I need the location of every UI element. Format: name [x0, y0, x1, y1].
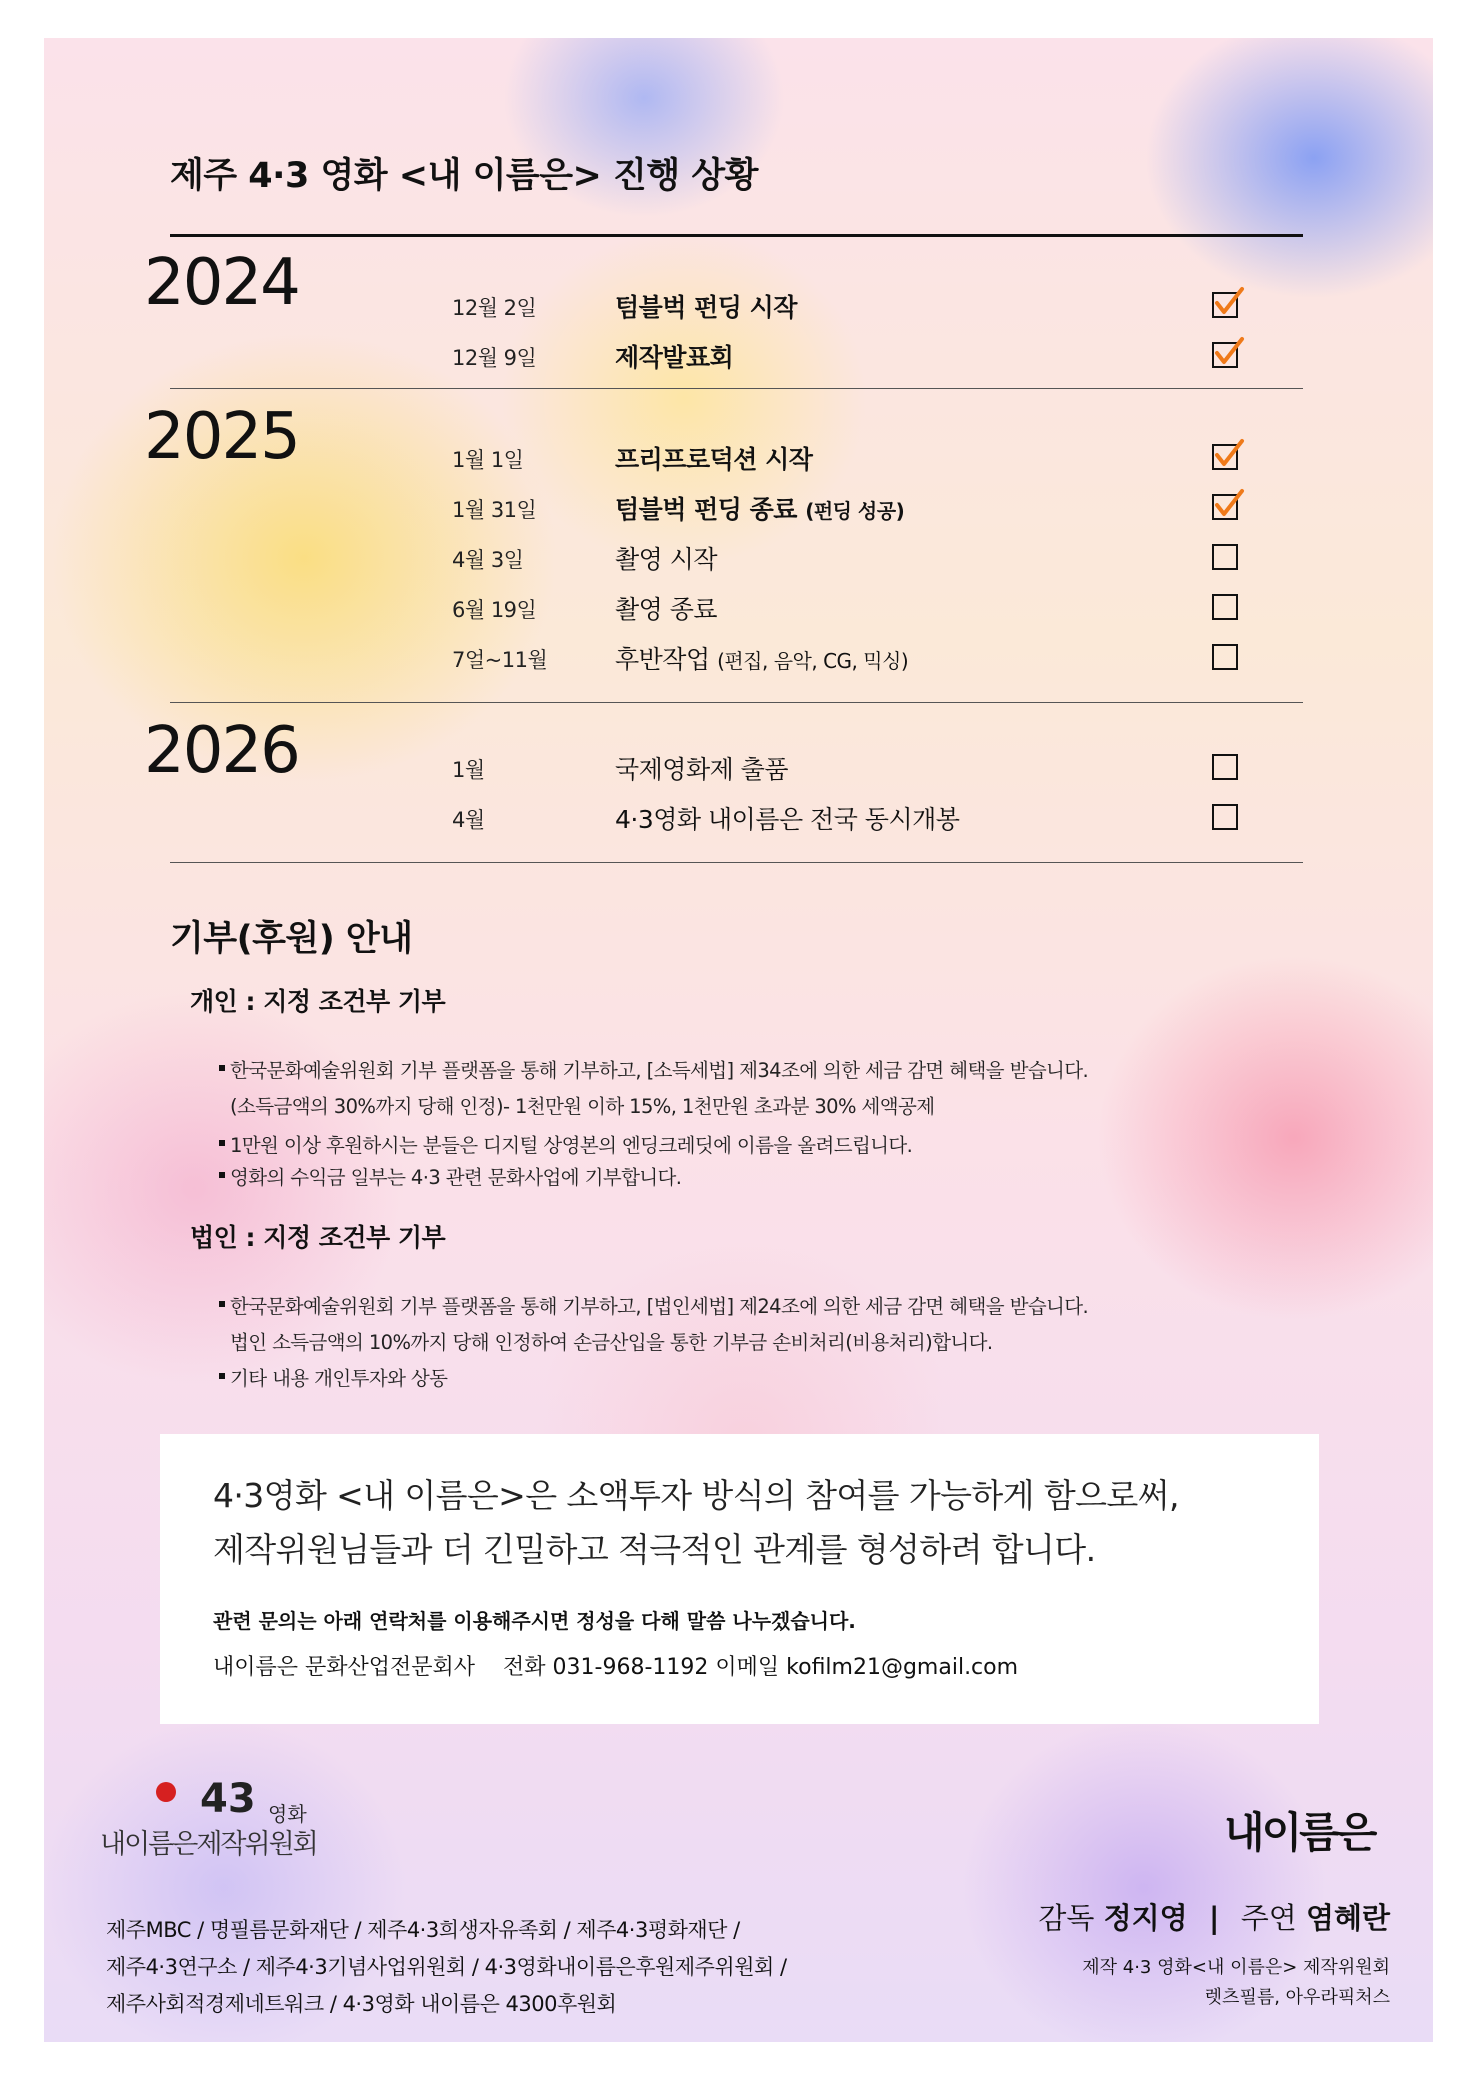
lead-label: 주연 [1240, 1901, 1297, 1935]
contact-org: 내이름은 문화산업전문회사 [213, 1655, 476, 1680]
bullet-icon [219, 1172, 225, 1178]
lead-name: 염혜란 [1305, 1901, 1390, 1935]
timeline-row [44, 796, 1433, 836]
checkbox-checked[interactable] [1212, 444, 1238, 470]
page-title: 제주 4·3 영화 <내 이름은> 진행 상황 [170, 156, 758, 196]
title-logo: 내이름은 [1224, 1808, 1375, 1857]
credits-line [1038, 1896, 1390, 1937]
timeline-row [44, 436, 1433, 476]
bullet-item: 영화의 수익금 일부는 4·3 관련 문화사업에 기부합니다. [230, 1162, 681, 1190]
checkbox-checked[interactable] [1212, 494, 1238, 520]
sponsor-line-1: 제주MBC / 명필름문화재단 / 제주4·3희생자유족회 / 제주4·3평화재단 / [106, 1918, 740, 1942]
row-date: 12월 2일 [452, 296, 537, 320]
inquiry-text: 관련 문의는 아래 연락처를 이용해주시면 정성을 다해 말씀 나누겠습니다. [213, 1609, 856, 1633]
contact-email-label: 이메일 [715, 1655, 780, 1680]
checkbox-unchecked[interactable] [1212, 594, 1238, 620]
year-2024: 2024 [144, 246, 299, 320]
checkbox-checked[interactable] [1212, 342, 1238, 368]
year-2026: 2026 [144, 714, 299, 788]
contact-phone[interactable]: 031-968-1192 [552, 1655, 709, 1680]
row-date: 6월 19일 [452, 598, 537, 622]
check-icon [1212, 286, 1246, 320]
row-event: 후반작업 (편집, 음악, CG, 믹싱) [615, 645, 909, 674]
checkbox-unchecked[interactable] [1212, 754, 1238, 780]
check-icon [1212, 336, 1246, 370]
timeline-row [44, 746, 1433, 786]
flower-icon [156, 1782, 176, 1802]
row-event: 텀블벅 펀딩 종료 (펀딩 성공) [615, 495, 905, 524]
checkbox-unchecked[interactable] [1212, 804, 1238, 830]
contact-line [213, 1650, 1018, 1681]
row-event: 텀블벅 펀딩 시작 [615, 293, 797, 322]
panel-line-2: 제작위원님들과 더 긴밀하고 적극적인 관계를 형성하려 합니다. [213, 1530, 1096, 1569]
row-event: 촬영 종료 [615, 595, 718, 624]
bullet-item: 1만원 이상 후원하시는 분들은 디지털 상영본의 엔딩크레딧에 이름을 올려드립니다. [230, 1130, 912, 1158]
checkbox-unchecked[interactable] [1212, 544, 1238, 570]
row-event: 촬영 시작 [615, 545, 718, 574]
row-date: 12월 9일 [452, 346, 537, 370]
bullet-item: 한국문화예술위원회 기부 플랫폼을 통해 기부하고, [소득세법] 제34조에 의한 세금 감면 혜택을 받습니다. (소득금액의 30%까지 당해 인정)- 1천만원 이하 15%, 1천만원 초과분 30% 세액공제 [230, 1055, 1088, 1119]
bullet-icon [219, 1301, 225, 1307]
bullet-icon [219, 1140, 225, 1146]
timeline-row [44, 636, 1433, 676]
bullet-icon [219, 1373, 225, 1379]
row-date: 1월 1일 [452, 448, 524, 472]
row-date: 1월 31일 [452, 498, 537, 522]
timeline-row [44, 334, 1433, 374]
donation-heading: 기부(후원) 안내 [170, 919, 413, 959]
sponsor-line-2: 제주4·3연구소 / 제주4·3기념사업위원회 / 4·3영화내이름은후원제주위원회 / [106, 1955, 787, 1979]
timeline-row [44, 284, 1433, 324]
corporate-heading: 법인 : 지정 조건부 기부 [190, 1223, 446, 1252]
table-top-rule [170, 234, 1303, 237]
production-line-1: 제작 4·3 영화<내 이름은> 제작위원회 [1082, 1957, 1390, 1978]
individual-heading: 개인 : 지정 조건부 기부 [190, 987, 446, 1016]
row-event: 제작발표회 [615, 343, 734, 372]
row-event: 프리프로덕션 시작 [615, 445, 813, 474]
timeline-row [44, 586, 1433, 626]
row-event: 국제영화제 출품 [615, 755, 788, 784]
committee-logo [100, 1778, 360, 1868]
logo-word: 영화 [268, 1802, 307, 1826]
credits-separator: | [1208, 1901, 1220, 1935]
production-line-2: 렛츠필름, 아우라픽처스 [1204, 1987, 1390, 2008]
table-bottom-rule [170, 862, 1303, 863]
checkbox-unchecked[interactable] [1212, 644, 1238, 670]
row-date: 4월 3일 [452, 548, 524, 572]
director-label: 감독 [1038, 1901, 1095, 1935]
year-divider [170, 702, 1303, 703]
checkbox-checked[interactable] [1212, 292, 1238, 318]
sponsor-line-3: 제주사회적경제네트워크 / 4·3영화 내이름은 4300후원회 [106, 1992, 617, 2016]
poster [44, 38, 1433, 2042]
row-date: 7얼~11월 [452, 648, 548, 672]
info-panel [160, 1434, 1319, 1724]
timeline-row [44, 536, 1433, 576]
row-event: 4·3영화 내이름은 전국 동시개봉 [615, 805, 960, 834]
check-icon [1212, 438, 1246, 472]
logo-number: 43 [200, 1776, 256, 1822]
year-2025: 2025 [144, 400, 299, 474]
bullet-icon [219, 1065, 225, 1071]
bullet-item: 기타 내용 개인투자와 상동 [230, 1363, 447, 1391]
contact-email[interactable]: kofilm21@gmail.com [786, 1655, 1019, 1680]
panel-line-1: 4·3영화 <내 이름은>은 소액투자 방식의 참여를 가능하게 함으로써, [213, 1476, 1179, 1515]
logo-text: 내이름은제작위원회 [100, 1829, 317, 1860]
timeline-row [44, 486, 1433, 526]
year-divider [170, 388, 1303, 389]
check-icon [1212, 488, 1246, 522]
row-date: 1월 [452, 758, 485, 782]
row-date: 4월 [452, 808, 485, 832]
director-name: 정지영 [1103, 1901, 1188, 1935]
contact-phone-label: 전화 [503, 1655, 546, 1680]
bullet-item: 한국문화예술위원회 기부 플랫폼을 통해 기부하고, [법인세법] 제24조에 의한 세금 감면 혜택을 받습니다. 법인 소득금액의 10%까지 당해 인정하여 손금산입을 통한 기부금 손비처리(비용처리)합니다. [230, 1291, 1088, 1355]
